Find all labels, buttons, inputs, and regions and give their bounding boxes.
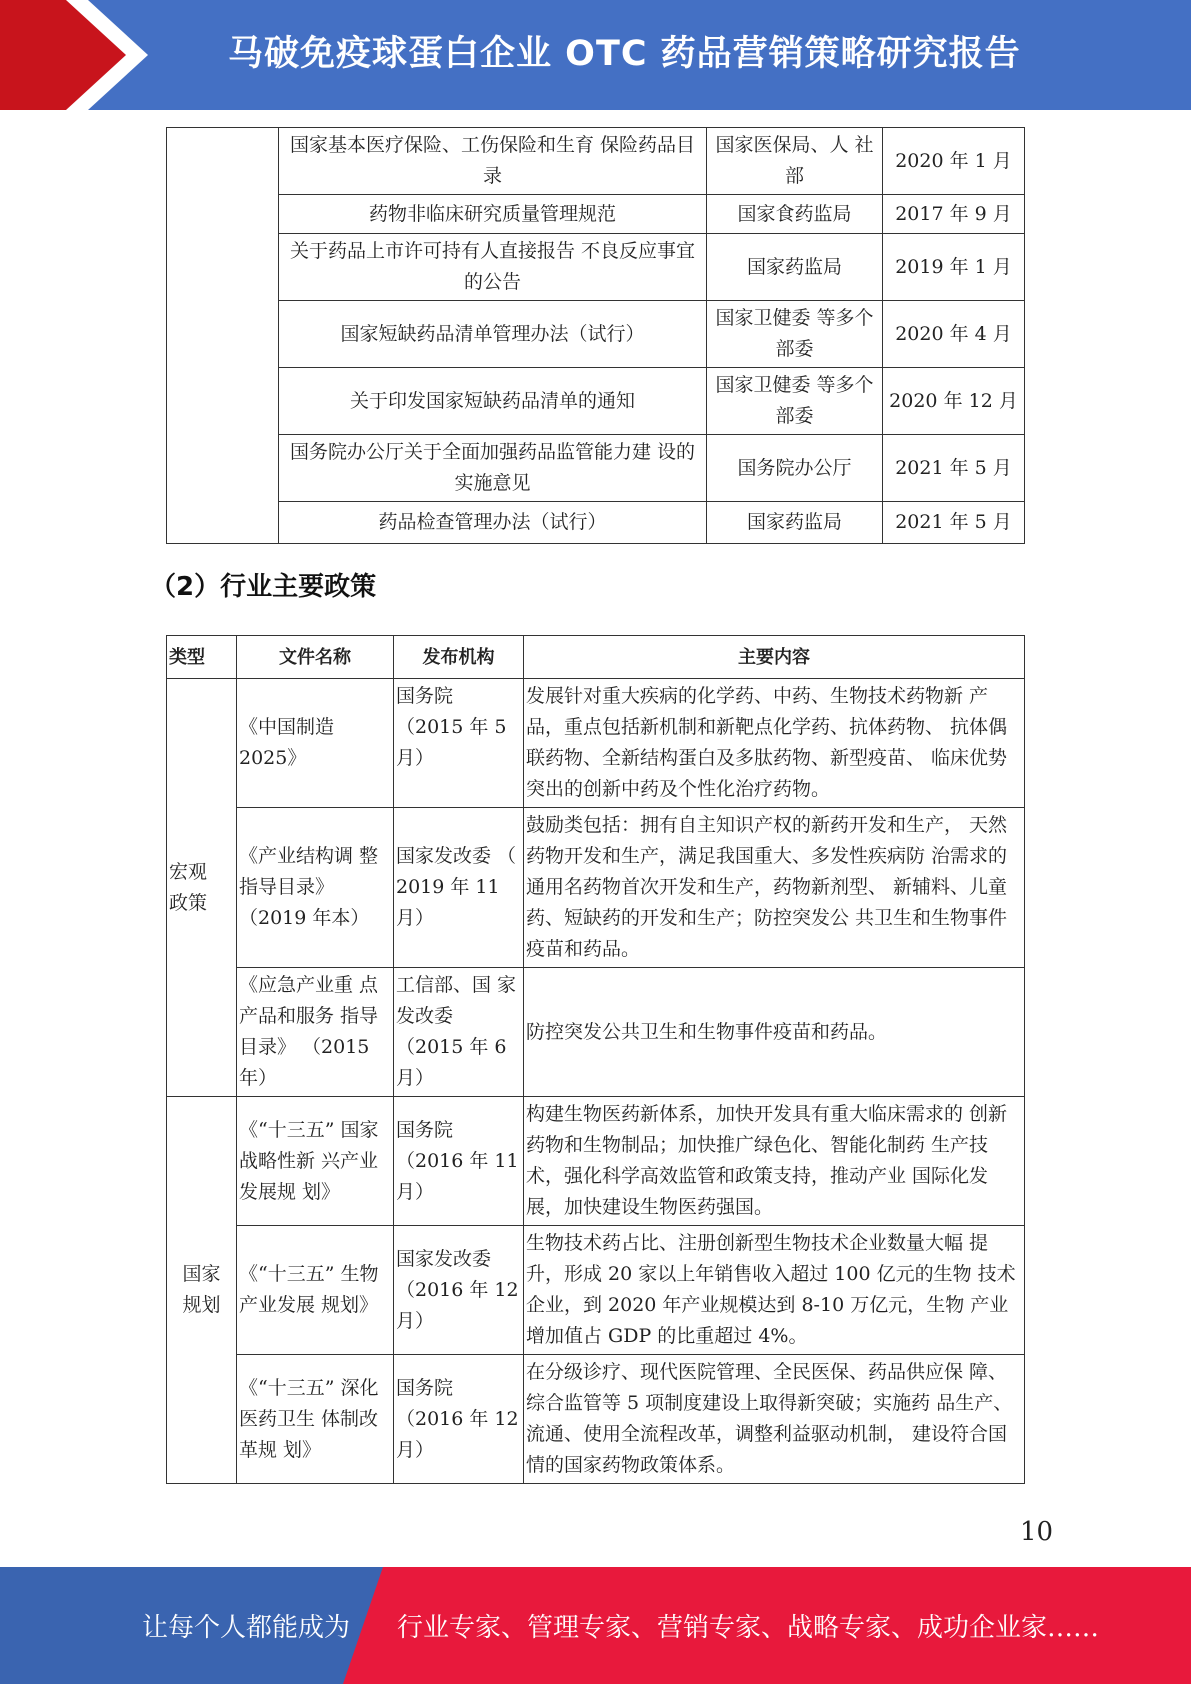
org-cell: 国家发改委 （2016 年 12 月） xyxy=(394,1226,524,1355)
content-cell: 在分级诊疗、现代医院管理、全民医保、药品供应保 障、综合监管等 5 项制度建设上取得新突破；实施药 品生产、流通、使用全流程改革，调整利益驱动机制， 建设符合国情的国家药物政策体系。 xyxy=(524,1355,1025,1484)
org-cell: 国务院办公厅 xyxy=(707,435,883,502)
org-cell: 国务院 （2015 年 5 月） xyxy=(394,679,524,808)
report-title: 马破免疫球蛋白企业 OTC 药品营销策略研究报告 xyxy=(228,34,1021,74)
header-org: 发布机构 xyxy=(394,636,524,679)
date-cell: 2020 年 12 月 xyxy=(883,368,1025,435)
industry-policy-table xyxy=(166,635,1025,1484)
content-cell: 生物技术药占比、注册创新型生物技术企业数量大幅 提升，形成 20 家以上年销售收入超过 100 亿元的生物 技术企业，到 2020 年产业规模达到 8-10 万亿元，生物 产业增加值占 GDP 的比重超过 4%。 xyxy=(524,1226,1025,1355)
date-cell: 2019 年 1 月 xyxy=(883,234,1025,301)
date-cell: 2021 年 5 月 xyxy=(883,435,1025,502)
category-label: 国家规划 xyxy=(182,1263,221,1316)
category-label: 宏观政策 xyxy=(169,860,208,914)
table-row xyxy=(167,1226,1025,1355)
org-cell: 国家卫健委 等多个部委 xyxy=(707,301,883,368)
footer-banner xyxy=(0,1567,1191,1684)
doc-name-cell: 《“十三五” 国家战略性新 兴产业发展规 划》 xyxy=(237,1097,394,1226)
doc-name-cell: 药品检查管理办法（试行） xyxy=(279,502,707,544)
header-doc-name: 文件名称 xyxy=(237,636,394,679)
table-row xyxy=(167,808,1025,968)
date-cell: 2020 年 1 月 xyxy=(883,128,1025,195)
table-row xyxy=(167,968,1025,1097)
header-type: 类型 xyxy=(167,636,237,679)
doc-name-cell: 《中国制造 2025》 xyxy=(237,679,394,808)
table-row xyxy=(167,301,1025,368)
date-cell: 2020 年 4 月 xyxy=(883,301,1025,368)
table-header-row xyxy=(167,636,1025,679)
table-row xyxy=(167,502,1025,544)
section-heading: （2）行业主要政策 xyxy=(150,572,377,602)
table-row xyxy=(167,128,1025,195)
header-content: 主要内容 xyxy=(524,636,1025,679)
content-cell: 鼓励类包括：拥有自主知识产权的新药开发和生产， 天然药物开发和生产，满足我国重大、多发性疾病防 治需求的通用名药物首次开发和生产，药物新剂型、 新辅料、儿童药、短缺药的开发和生产；防控突发公 共卫生和生物事件疫苗和药品。 xyxy=(524,808,1025,968)
content-cell: 发展针对重大疾病的化学药、中药、生物技术药物新 产品，重点包括新机制和新靶点化学药、抗体药物、 抗体偶联药物、全新结构蛋白及多肽药物、新型疫苗、 临床优势突出的创新中药及个性化治疗药物。 xyxy=(524,679,1025,808)
content-cell: 构建生物医药新体系，加快开发具有重大临床需求的 创新药物和生物制品；加快推广绿色化、智能化制药 生产技术，强化科学高效监管和政策支持，推动产业 国际化发展，加快建设生物医药强国。 xyxy=(524,1097,1025,1226)
org-cell: 国家食药监局 xyxy=(707,195,883,234)
doc-name-cell: 国家短缺药品清单管理办法（试行） xyxy=(279,301,707,368)
doc-name-cell: 《“十三五” 生物产业发展 规划》 xyxy=(237,1226,394,1355)
category-cell-macro xyxy=(167,679,237,1097)
doc-name-cell: 药物非临床研究质量管理规范 xyxy=(279,195,707,234)
doc-name-cell: 关于印发国家短缺药品清单的通知 xyxy=(279,368,707,435)
header-banner xyxy=(0,0,1191,110)
table-row xyxy=(167,679,1025,808)
doc-name-cell: 《“十三五” 深化医药卫生 体制改革规 划》 xyxy=(237,1355,394,1484)
content-cell: 防控突发公共卫生和生物事件疫苗和药品。 xyxy=(524,968,1025,1097)
table-row xyxy=(167,1355,1025,1484)
table-row xyxy=(167,195,1025,234)
doc-name-cell: 《产业结构调 整指导目录》 （2019 年本） xyxy=(237,808,394,968)
table-row xyxy=(167,234,1025,301)
org-cell: 工信部、国 家发改委 （2015 年 6 月） xyxy=(394,968,524,1097)
org-cell: 国家发改委 （ 2019 年 11 月） xyxy=(394,808,524,968)
table-row xyxy=(167,1097,1025,1226)
category-cell-plan xyxy=(167,1097,237,1484)
date-cell: 2017 年 9 月 xyxy=(883,195,1025,234)
doc-name-cell: 国务院办公厅关于全面加强药品监管能力建 设的实施意见 xyxy=(279,435,707,502)
policy-table-continued xyxy=(166,127,1025,544)
org-cell: 国家药监局 xyxy=(707,502,883,544)
org-cell: 国家药监局 xyxy=(707,234,883,301)
doc-name-cell: 《应急产业重 点产品和服务 指导目录》 （2015 年） xyxy=(237,968,394,1097)
doc-name-cell: 国家基本医疗保险、工伤保险和生育 保险药品目录 xyxy=(279,128,707,195)
footer-slogan-right: 行业专家、管理专家、营销专家、战略专家、成功企业家…… xyxy=(397,1613,1100,1643)
org-cell: 国家医保局、人 社部 xyxy=(707,128,883,195)
page-number: 10 xyxy=(1020,1517,1054,1547)
doc-name-cell: 关于药品上市许可持有人直接报告 不良反应事宜的公告 xyxy=(279,234,707,301)
org-cell: 国务院 （2016 年 12 月） xyxy=(394,1355,524,1484)
table-row xyxy=(167,368,1025,435)
category-cell-blank xyxy=(167,128,279,544)
org-cell: 国务院 （2016 年 11 月） xyxy=(394,1097,524,1226)
table-row xyxy=(167,435,1025,502)
footer-slogan-left: 让每个人都能成为 xyxy=(142,1613,351,1643)
org-cell: 国家卫健委 等多个部委 xyxy=(707,368,883,435)
date-cell: 2021 年 5 月 xyxy=(883,502,1025,544)
